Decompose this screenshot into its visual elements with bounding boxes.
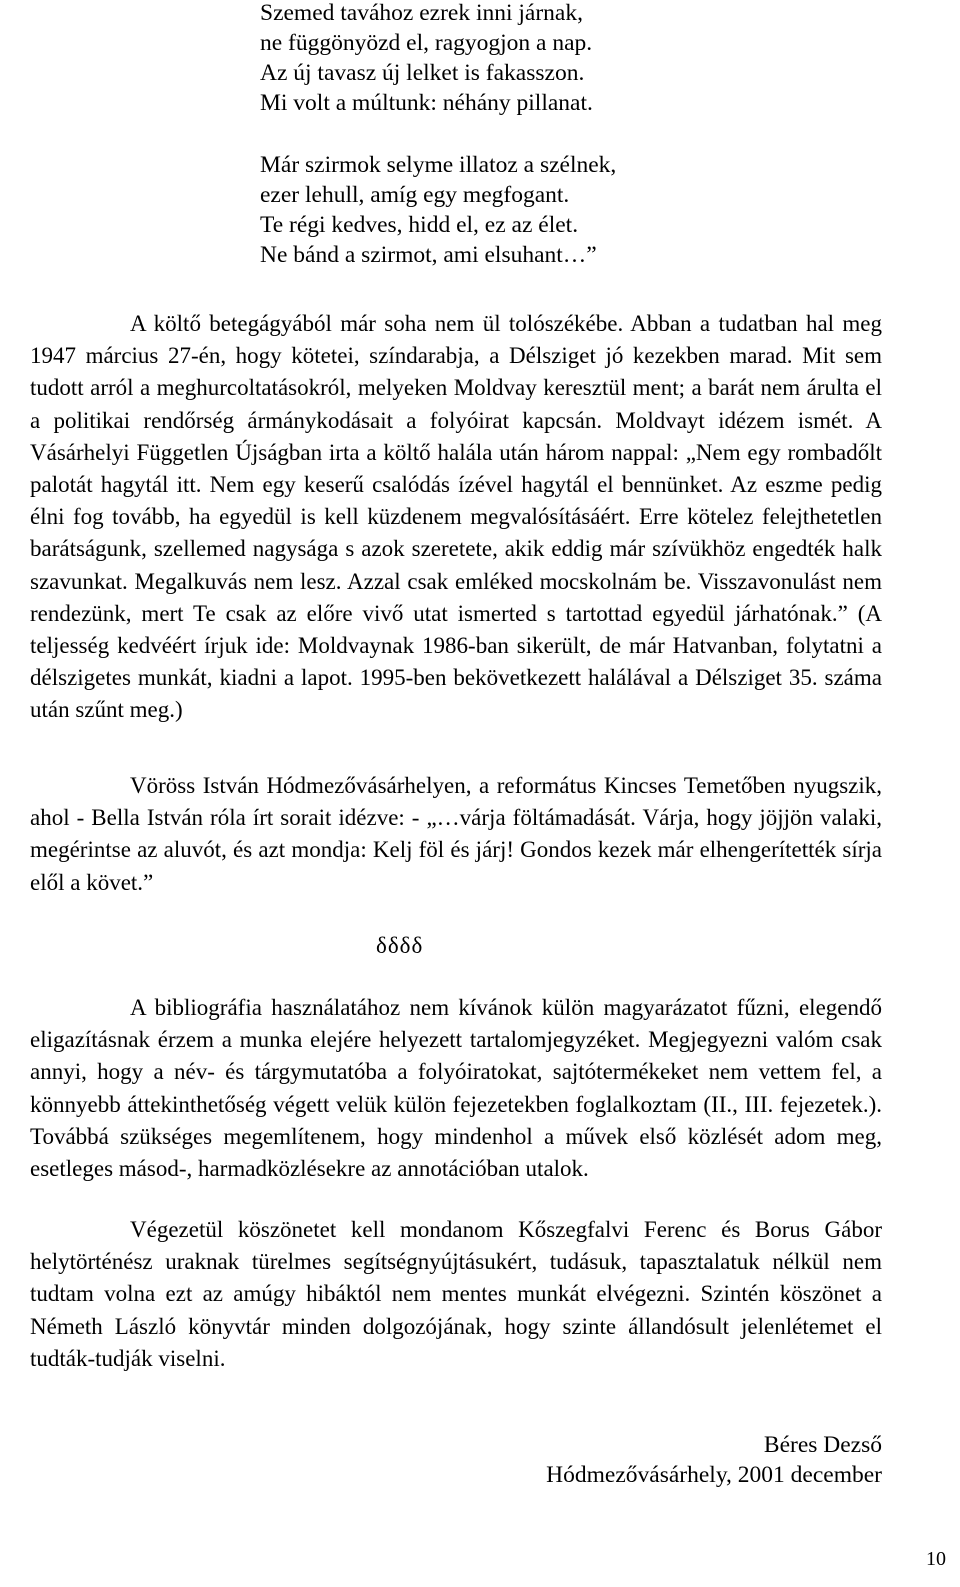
- poem-line: Te régi kedves, hidd el, ez az élet.: [260, 212, 579, 238]
- poem-line: Már szirmok selyme illatoz a szélnek,: [260, 152, 617, 178]
- poem-line: Mi volt a múltunk: néhány pillanat.: [260, 90, 593, 116]
- section-separator: δδδδ: [376, 933, 424, 958]
- body-paragraph-bibliography: A bibliográfia használatához nem kívánok külön magyarázatot fűzni, elegendő eligazításnak érzem a munka elejére helyezett tartalomjegyzéket. Megjegyezni valóm csak annyi, hogy a név- és tárgymutatóba a folyóiratokat, sajtótermékeket nem vettem fel, a könnyebb áttekinthetőség végett velük külön fejezetekben foglalkoztam (II., III. fejezetek.). Továbbá szükséges megemlítenem, hogy mindenhol a művek első közlését adom meg, esetleges másod-, harmadközlésekre az annotációban utalok.: [30, 995, 882, 1182]
- author-signature: Béres Dezső: [763, 1432, 882, 1458]
- poem-line: Ne bánd a szirmot, ami elsuhant…”: [260, 242, 597, 268]
- poem-line: Az új tavasz új lelket is fakasszon.: [260, 60, 585, 86]
- page-number: 10: [926, 1548, 946, 1570]
- poem-line: ezer lehull, amíg egy megfogant.: [260, 182, 570, 208]
- body-paragraph-grave: Vöröss István Hódmezővásárhelyen, a református Kincses Temetőben nyugszik, ahol - Bella István róla írt sorait idézve: - „…várja föltámadását. Várja, hogy jöjjön valaki, megérintse az aluvót, és azt mondja: Kelj föl és járj! Gondos kezek már elhengerítették sírja elől a követ.”: [30, 773, 882, 895]
- body-paragraph-death: A költő betegágyából már soha nem ül tolószékébe. Abban a tudatban hal meg 1947 március 27-én, hogy kötetei, színdarabja, a Délsziget jó kezekben marad. Mit sem tudott arról a meghurcoltatásokról, melyeken Moldvay keresztül ment; a barát nem árulta el a politikai rendőrség ármánykodásait a folyóirat kapcsán. Moldvayt idézem ismét. A Vásárhelyi Független Újságban irta a költő halála után három nappal: „Nem egy rombadőlt palotát hagytál itt. Nem egy keserű csalódás ízével hagytál el bennünket. Az eszme pedig élni fog tovább, ha egyedül is kell küzdenem megvalósításáért. Erre kötelez felejthetetlen barátságunk, szellemed nagysága s azok szeretete, akik eddig már szívükhöz engedték halk szavunkat. Megalkuvás nem lesz. Azzal csak emléked mocskolnám be. Visszavonulást nem rendezünk, mert Te csak az előre vivő utat ismerted s tartottad egyedül járhatónak.” (A teljesség kedvéért írjuk ide: Moldvaynak 1986-ban sikerült, de már Hatvanban, folytatni a délszigetes munkát, kiadni a lapot. 1995-ben bekövetkezett halálával a Délsziget 35. száma után szűnt meg.): [30, 311, 882, 723]
- poem-line: ne függönyözd el, ragyogjon a nap.: [260, 30, 593, 56]
- poem-line: Szemed tavához ezrek inni járnak,: [260, 0, 583, 26]
- place-and-date: Hódmezővásárhely, 2001 december: [546, 1462, 882, 1488]
- body-paragraph-acknowledgements: Végezetül köszönetet kell mondanom Kőszegfalvi Ferenc és Borus Gábor helytörténész uraknak türelmes segítségnyújtásukért, tudásuk, tapasztalatuk nélkül nem tudtam volna ezt az amúgy hibáktól nem mentes munkát elvégezni. Szintén köszönet a Németh László könyvtár minden dolgozójának, hogy szinte állandósult jelenlétemet el tudták-tudják viselni.: [30, 1217, 882, 1371]
